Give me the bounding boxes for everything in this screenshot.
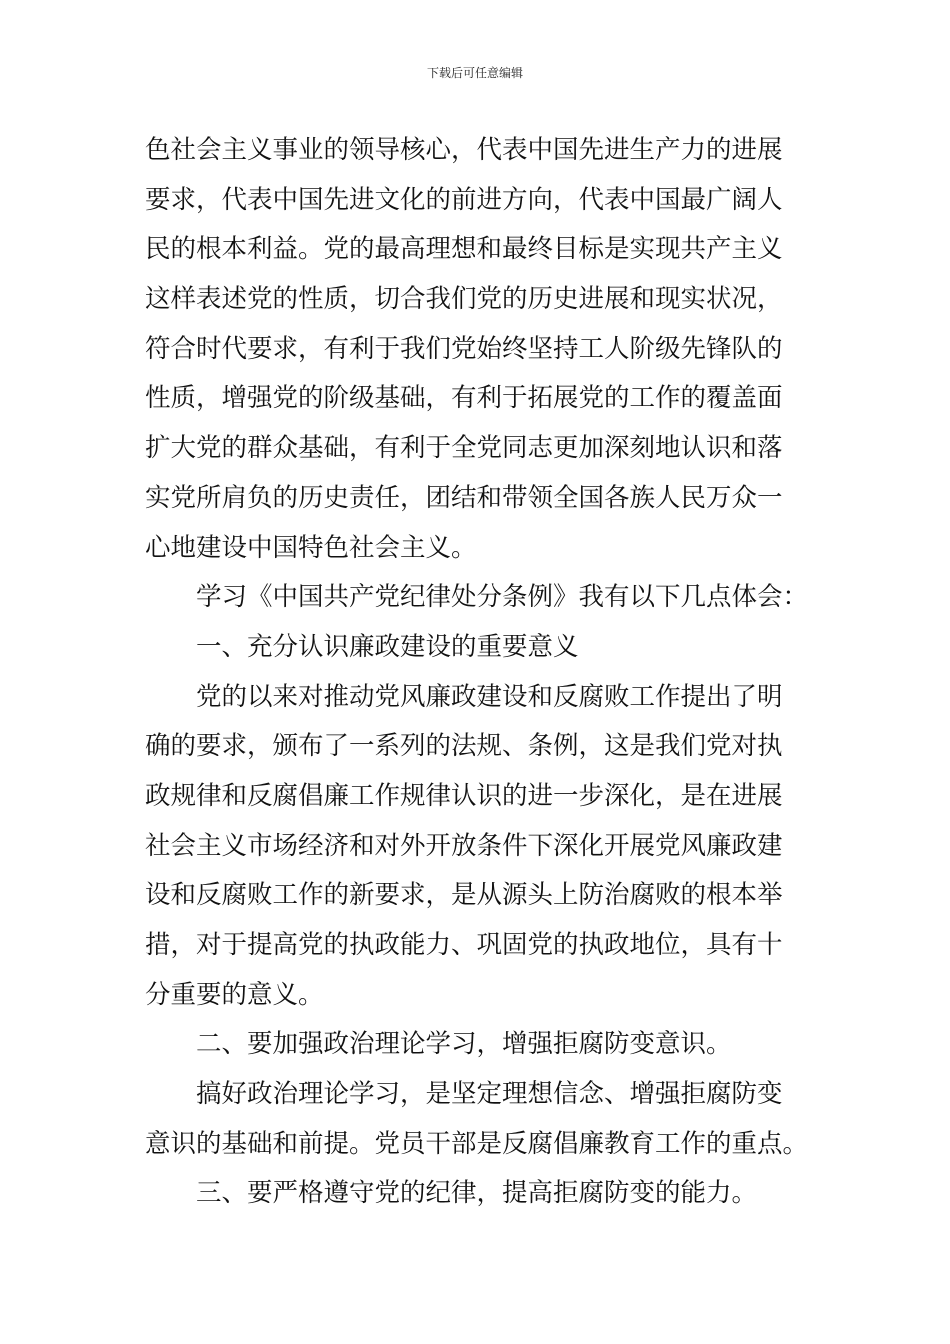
section-heading-2: 二、要加强政治理论学习，增强拒腐防变意识。 (196, 1029, 732, 1060)
text-line: 符合时代要求，有利于我们党始终坚持工人阶级先锋队的 (145, 333, 783, 364)
text-line: 分重要的意义。 (145, 979, 324, 1010)
text-line: 民的根本利益。党的最高理想和最终目标是实现共产主义 (145, 234, 783, 265)
text-line: 政规律和反腐倡廉工作规律认识的进一步深化，是在进展 (145, 780, 783, 811)
section-heading-1: 一、充分认识廉政建设的重要意义 (196, 631, 579, 662)
text-line: 性质，增强党的阶级基础，有利于拓展党的工作的覆盖面 (145, 383, 783, 414)
text-line: 心地建设中国特色社会主义。 (145, 532, 477, 563)
body-text (145, 126, 810, 1219)
text-line: 要求，代表中国先进文化的前进方向，代表中国最广阔人 (145, 184, 783, 215)
text-line: 设和反腐败工作的新要求，是从源头上防治腐败的根本举 (145, 880, 783, 911)
text-line: 确的要求，颁布了一系列的法规、条例，这是我们党对执 (145, 731, 783, 762)
text-line: 实党所肩负的历史责任，团结和带领全国各族人民万众一 (145, 482, 783, 513)
text-line: 社会主义市场经济和对外开放条件下深化开展党风廉政建 (145, 830, 783, 861)
text-line: 措，对于提高党的执政能力、巩固党的执政地位，具有十 (145, 930, 783, 960)
text-line: 色社会主义事业的领导核心，代表中国先进生产力的进展 (145, 135, 783, 165)
section-heading-3: 三、要严格遵守党的纪律，提高拒腐防变的能力。 (196, 1178, 758, 1209)
page-header-note: 下载后可任意编辑 (426, 66, 523, 80)
text-line: 这样表述党的性质，切合我们党的历史进展和现实状况， (145, 284, 783, 315)
text-line: 党的以来对推动党风廉政建设和反腐败工作提出了明 (196, 681, 783, 712)
text-line: 搞好政治理论学习，是坚定理想信念、增强拒腐防变 (196, 1079, 783, 1110)
paragraph-intro: 学习《中国共产党纪律处分条例》我有以下几点体会： (196, 582, 809, 613)
text-line: 意识的基础和前提。党员干部是反腐倡廉教育工作的重点。 (145, 1128, 809, 1159)
text-line: 扩大党的群众基础，有利于全党同志更加深刻地认识和落 (145, 433, 783, 464)
